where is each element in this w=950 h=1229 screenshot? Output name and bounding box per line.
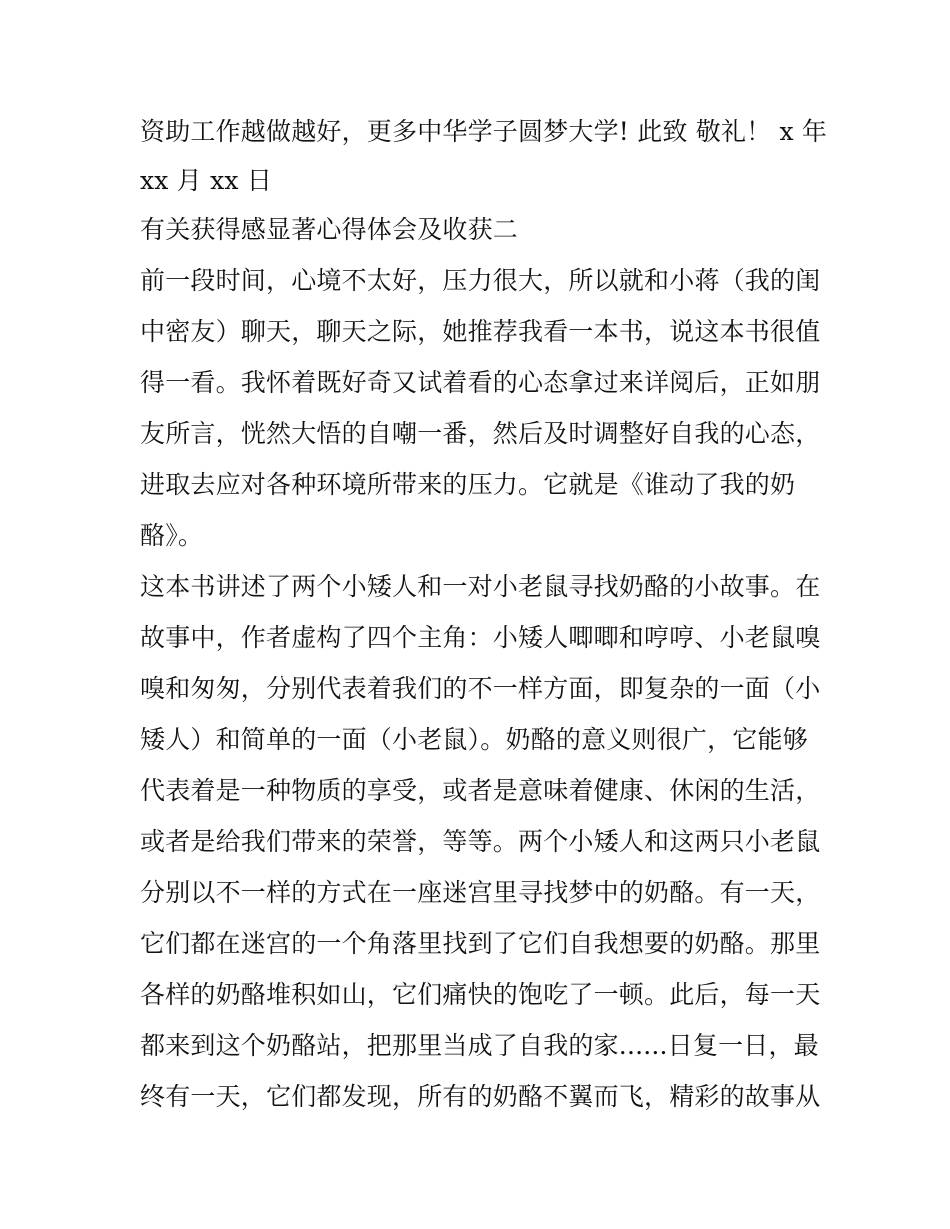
text-line: 酪》。 [140, 521, 204, 550]
text-line: 得一看。我怀着既好奇又试着看的心态拿过来详阅后，正如朋 [140, 368, 821, 397]
text-line-closing: 资助工作越做越好，更多中华学子圆梦大学! 此致 敬礼！ x 年 [140, 117, 828, 146]
text-line: 各样的奶酪堆积如山，它们痛快的饱吃了一顿。此后，每一天 [140, 980, 821, 1009]
text-line: 嗅和匆匆，分别代表着我们的不一样方面，即复杂的一面（小 [140, 674, 821, 703]
text-line: 这本书讲述了两个小矮人和一对小老鼠寻找奶酪的小故事。在 [140, 572, 821, 601]
text-line: 都来到这个奶酪站，把那里当成了自我的家......日复一日，最 [140, 1031, 819, 1060]
section-title: 有关获得感显著心得体会及收获二 [140, 215, 519, 244]
text-line: 代表着是一种物质的享受，或者是意味着健康、休闲的生活， [140, 776, 821, 805]
text-line: 中密友）聊天，聊天之际，她推荐我看一本书，说这本书很值 [140, 317, 821, 346]
text-line: 分别以不一样的方式在一座迷宫里寻找梦中的奶酪。有一天， [140, 878, 821, 907]
text-line: 矮人）和简单的一面（小老鼠）。奶酪的意义则很广，它能够 [140, 725, 808, 754]
text-line: 故事中，作者虚构了四个主角：小矮人唧唧和哼哼、小老鼠嗅 [140, 623, 821, 652]
text-line: 进取去应对各种环境所带来的压力。它就是《谁动了我的奶 [140, 470, 796, 499]
text-line: 友所言，恍然大悟的自嘲一番，然后及时调整好自我的心态， [140, 419, 821, 448]
text-line-date: xx 月 xx 日 [140, 166, 273, 195]
text-line: 它们都在迷宫的一个角落里找到了它们自我想要的奶酪。那里 [140, 929, 821, 958]
text-line: 前一段时间，心境不太好，压力很大，所以就和小蒋（我的闺 [140, 266, 821, 295]
text-line: 或者是给我们带来的荣誉，等等。两个小矮人和这两只小老鼠 [140, 827, 821, 856]
text-line: 终有一天，它们都发现，所有的奶酪不翼而飞，精彩的故事从 [140, 1082, 821, 1111]
